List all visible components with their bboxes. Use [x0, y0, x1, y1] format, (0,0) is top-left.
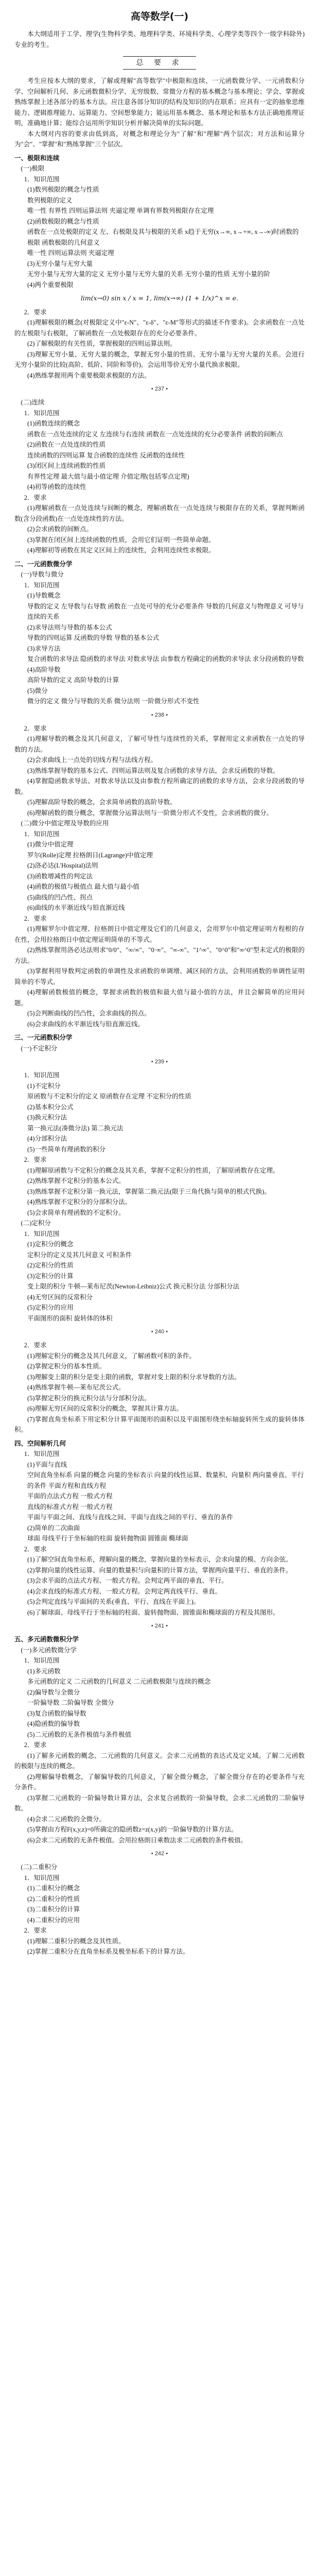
knowledge-item: (5)二元函数的无条件极值与条件极值 — [27, 1731, 132, 1738]
knowledge-item: (3)复合函数的偏导数 — [27, 1709, 86, 1717]
knowledge-list — [14, 1460, 305, 1544]
knowledge-item: (4)无穷区间的反常积分 — [27, 1293, 93, 1301]
knowledge-item: 有界性定理 最大值与最小值定理 介值定理(包括零点定理) — [27, 472, 189, 480]
requirement-item: (6)会求二元函数的无条件极值。会用拉格朗日乘数法求二元函数的条件极值。 — [27, 1836, 248, 1844]
knowledge-item: 高阶导数的定义 高阶导数的计算 — [27, 676, 119, 684]
knowledge-item: (3)定积分的计算 — [27, 1272, 74, 1280]
knowledge-item: (4)二重积分的应用 — [27, 1916, 80, 1924]
requirement-item: (6)理解无穷区间的反常积分的概念，掌握其计算方法。 — [27, 1405, 183, 1412]
knowledge-item: (3)闭区间上连续函数的性质 — [27, 462, 106, 469]
requirement-item: (5)掌握定积分的换元积分法与分部积分法。 — [27, 1394, 151, 1402]
knowledge-item: (3)二重积分的计算 — [27, 1906, 80, 1913]
knowledge-item: (5)定积分的应用 — [27, 1304, 74, 1311]
requirement-item: (2)会求曲线上一点处的切线方程与法线方程。 — [27, 756, 157, 764]
requirements-heading: 2．要求 — [24, 308, 47, 316]
knowledge-item: 唯一性 有界性 四则运算法则 夹逼定理 单调有界数列极限存在定理 — [27, 207, 214, 214]
knowledge-item: (1)二重积分的概念 — [27, 1885, 80, 1892]
requirements-heading: 2．要求 — [24, 1156, 47, 1163]
knowledge-item: 第一换元法(凑微分法) 第二换元法 — [27, 1124, 123, 1132]
requirement-item: (1)理解原函数与不定积分的概念及其关系，掌握不定积分的性质，了解原函数存在定理。 — [27, 1166, 279, 1174]
requirement-item: (6)了解球面、母线平行于坐标轴的柱面、旋转抛物面、圆锥面和椭球面的方程及其图形。 — [27, 1608, 279, 1616]
knowledge-item: 变上限的积分 牛顿—莱布尼茨(Newton-Leibniz)公式 换元积分法 分部积分法 — [27, 1283, 240, 1290]
knowledge-list — [14, 1883, 305, 1925]
requirement-item: (2)掌握定积分的基本性质。 — [27, 1363, 106, 1370]
requirements-paragraph: 考生应按本大纲的要求，了解或理解"高等数学"中极限和连续、一元函数微分学、一元函数积分学、空间解析几何、多元函数微积分学、无穷级数、常微分方程的基本概念与基本理论；学会、掌握或熟练掌握上述各部分的基本方法。应注意各部分知识的结构及知识的内在联系；应具有一定的抽象思维能力、逻辑推理能力、运算能力、空间想象能力；能运用基本概念、基本理论和基本方法正确地推理证明，准确地计算；能综合运用所学知识分析并解决简单的实际问题。 — [14, 77, 305, 127]
requirement-item: (1)了解空间直角坐标系，理解向量的概念，掌握向量的坐标表示，会求向量的模、方向余弦。 — [27, 1556, 292, 1563]
page-number: • 237 • — [151, 386, 168, 392]
requirement-item: (5)会判断曲线的凹凸性，会求曲线的拐点。 — [27, 1010, 151, 1017]
requirement-item: (1)理解定积分的概念及其几何意义，了解函数可积的条件。 — [27, 1352, 196, 1360]
requirements-list — [14, 1936, 305, 1957]
page-title: 高等数学(一) — [130, 11, 189, 22]
subsection-heading: (一)不定积分 — [21, 1044, 58, 1052]
subsection-heading: (二)二重积分 — [21, 1863, 58, 1871]
requirement-item: (3)熟练掌握导数的基本公式、四则运算法则及复合函数的求导方法，会求反函数的导数。 — [27, 767, 279, 774]
requirement-item: (3)掌握利用导数判定函数的单调性及求函数的单调增、减区间的方法，会利用函数的单调性证明简单的不等式。 — [14, 968, 305, 986]
intro-paragraph: 本大纲适用于工学、理学(生物科学类、地理科学类、环境科学类、心理学类等四个一级学科除外)专业的考生。 — [14, 30, 305, 48]
knowledge-item: (1)定积分的概念 — [27, 1241, 74, 1248]
knowledge-item: 导数的四则运算 反函数的导数 导数的基本公式 — [27, 634, 160, 641]
knowledge-item: (3)换元积分法 — [27, 1114, 67, 1121]
knowledge-item: (2)求导法则与导数的基本公式 — [27, 623, 112, 631]
knowledge-heading: 1．知识范围 — [24, 175, 60, 183]
knowledge-item: (4)两个重要极限 — [27, 281, 74, 289]
knowledge-heading: 1．知识范围 — [24, 1072, 60, 1079]
section-title: 总 要 求 — [123, 56, 197, 70]
requirements-heading: 2．要求 — [24, 1545, 47, 1553]
requirements-list — [14, 503, 305, 556]
knowledge-list — [14, 1239, 305, 1324]
knowledge-item: 直线的标准式方程 一般式方程 — [27, 1503, 113, 1511]
requirements-list — [14, 924, 305, 1029]
requirement-item: (1)理解二重积分的概念及其性质。 — [27, 1937, 125, 1945]
knowledge-item: (5)微分 — [27, 687, 48, 694]
knowledge-item: (1)函数连续的概念 — [27, 420, 80, 427]
knowledge-list — [14, 1081, 305, 1155]
knowledge-heading: 1．知识范围 — [24, 581, 60, 589]
requirement-item: (1)理解函数在一点处连续与间断的概念，理解函数在一点处连续与极限存在的关系，掌握判断函数(含分段函数)在一点处连续性的方法。 — [14, 504, 305, 522]
requirement-item: (5)会判定直线与平面间的关系(垂直、平行、直线在平面上)。 — [27, 1598, 200, 1605]
knowledge-item: 原函数与不定积分的定义 原函数存在定理 不定积分的性质 — [27, 1093, 191, 1100]
important-limits-formula: lim(x→0) sin x / x = 1, lim(x→∞) (1 + 1/x)^x = e. — [80, 294, 239, 302]
knowledge-item: 多元函数的定义 二元函数的几何意义 二元函数极限与连续的概念 — [27, 1678, 211, 1685]
requirements-paragraph: 本大纲对内容的要求由低到高，对概念和理论分为"了解"和"理解"两个层次；对方法和运算分为"会"、"掌握"和"熟练掌握"三个层次。 — [14, 130, 305, 148]
knowledge-item: 微分的定义 微分与导数的关系 微分法则 一阶微分形式不变性 — [27, 698, 200, 705]
requirements-list — [14, 1554, 305, 1618]
requirement-item: (3)会求平面的点法式方程、一般式方程。会判定两平面的垂直、平行。 — [27, 1577, 228, 1584]
requirement-item: (3)掌握二元函数的一阶偏导数计算方法，会求复合函数的一阶偏导数，会求二元函数的二阶偏导数。 — [14, 1794, 305, 1812]
requirement-item: (4)熟练掌握用两个重要极限求极限的方法。 — [27, 371, 151, 379]
knowledge-item: (3)求导方法 — [27, 645, 61, 652]
knowledge-heading: 1．知识范围 — [24, 830, 60, 838]
knowledge-item: (4)隐函数的偏导数 — [27, 1720, 80, 1727]
knowledge-heading: 1．知识范围 — [24, 1657, 60, 1664]
knowledge-list — [14, 590, 305, 707]
knowledge-item: (2)简单的二次曲面 — [27, 1524, 80, 1532]
requirement-item: (5)掌握由方程F(x,y,z)=0所确定的隐函数z=z(x,y)的一阶偏导数的计算方法。 — [27, 1826, 238, 1833]
knowledge-item: 函数在一点处连续的定义 左连续与右连续 函数在一点处连续的充分必要条件 函数的间断点 — [27, 430, 283, 438]
knowledge-item: 平面的点法式方程 一般式方程 — [27, 1493, 113, 1500]
knowledge-heading: 1．知识范围 — [24, 1874, 60, 1882]
requirement-item: (5)理解高阶导数的概念，会求简单函数的高阶导数。 — [27, 799, 176, 806]
requirement-item: (1)理解罗尔中值定理、拉格朗日中值定理及它们的几何意义，会用罗尔中值定理证明方程根的存在性，会用拉格朗日中值定理证明简单的不等式。 — [14, 925, 305, 943]
knowledge-list — [14, 1666, 305, 1740]
requirements-list — [14, 1351, 305, 1435]
knowledge-item: 球面 母线平行于坐标轴的柱面 旋转抛物面 圆锥面 椭球面 — [27, 1535, 188, 1542]
chapter-heading: 一、极限和连续 — [14, 154, 60, 162]
knowledge-item: 无穷小量与无穷大量的定义 无穷小量与无穷大量的关系 无穷小量的性质 无穷小量的阶 — [27, 270, 270, 278]
knowledge-list — [14, 418, 305, 493]
requirement-item: (3)熟练掌握不定积分第一换元法，掌握第二换元法(限于三角代换与简单的根式代换)。 — [27, 1188, 271, 1195]
requirement-item: (2)会求函数的间断点。 — [27, 526, 93, 533]
requirements-heading: 2．要求 — [24, 724, 47, 732]
knowledge-item: (4)函数的极值与极值点 最大值与最小值 — [27, 883, 139, 890]
knowledge-item: (2)洛必达(L'Hospital)法则 — [27, 862, 98, 869]
knowledge-item: 平面与平面之间、直线与直线之间、平面与直线之间的平行、垂直的条件 — [27, 1514, 234, 1521]
knowledge-item: (1)多元函数 — [27, 1667, 61, 1675]
requirement-item: (2)了解极限的有关性质，掌握极限的四则运算法则。 — [27, 340, 176, 347]
requirement-item: (2)理解偏导数概念，了解偏导数的几何意义，了解全微分概念，了解全微分存在的必要条件与充分条件。 — [14, 1773, 305, 1791]
requirement-item: (2)掌握向量的线性运算、向量的数量积与向量积的计算方法，掌握两向量平行、垂直的条件。 — [27, 1566, 292, 1574]
section-title-box — [14, 56, 305, 70]
requirement-item: (7)掌握直角坐标系下用定积分计算平面图形的面积以及平面图形绕坐标轴旋转所生成的旋转体体积。 — [14, 1415, 305, 1433]
knowledge-item: (6)曲线的水平渐近线与铅直渐近线 — [27, 904, 125, 911]
knowledge-item: 罗尔(Rolle)定理 拉格朗日(Lagrange)中值定理 — [27, 851, 153, 859]
knowledge-item: (1)不定积分 — [27, 1082, 61, 1090]
knowledge-item: 连续函数的四则运算 复合函数的连续性 反函数的连续性 — [27, 451, 185, 459]
requirements-list — [14, 317, 305, 381]
subsection-heading: (一)极限 — [21, 165, 45, 172]
requirement-item: (3)掌握在闭区间上连续函数的性质，会用它们证明一些简单命题。 — [27, 536, 215, 544]
knowledge-item: (4)高阶导数 — [27, 666, 61, 673]
knowledge-item: 空间直角坐标系 向量的概念 向量的坐标表示 向量的线性运算、数量积、向量积 两向量垂直、平行的条件 平面方程和直线方程 — [27, 1471, 304, 1489]
requirements-list — [14, 734, 305, 818]
knowledge-heading: 1．知识范围 — [24, 1450, 60, 1458]
subsection-heading: (二)连续 — [21, 399, 45, 406]
knowledge-list — [14, 839, 305, 913]
requirement-item: (6)会求曲线的水平渐近线与铅直渐近线。 — [27, 1020, 145, 1028]
requirements-list — [14, 1165, 305, 1218]
chapter-heading: 二、一元函数微分学 — [14, 560, 73, 568]
knowledge-item: 平面图形的面积 旋转体的体积 — [27, 1314, 113, 1322]
page-number: • 239 • — [151, 1059, 168, 1065]
subsection-heading: (一)多元函数微分学 — [21, 1646, 77, 1654]
knowledge-item: (1)微分中值定理 — [27, 841, 74, 848]
knowledge-item: (2)偏导数与全微分 — [27, 1688, 80, 1696]
knowledge-item: (4)初等函数的连续性 — [27, 483, 86, 490]
requirement-item: (3)理解无穷小量、无穷大量的概念，掌握无穷小量的性质、无穷小量与无穷大量的关系。会进行无穷小量阶的比较(高阶、低阶、同阶和等价)。会运用等价无穷小量代换求极限。 — [14, 350, 305, 368]
knowledge-list — [14, 184, 305, 290]
knowledge-item: (2)基本积分公式 — [27, 1103, 74, 1111]
requirement-item: (3)理解变上限的积分是变上限的函数，掌握对变上限的积分求导数的方法。 — [27, 1373, 241, 1381]
requirement-item: (4)熟练掌握牛顿—莱布尼茨公式。 — [27, 1384, 125, 1391]
knowledge-item: (5)一些简单有理函数的积分 — [27, 1145, 106, 1153]
subsection-heading: (二)定积分 — [21, 1219, 51, 1227]
knowledge-heading: 1．知识范围 — [24, 409, 60, 417]
knowledge-item: 复合函数的求导法 隐函数的求导法 对数求导法 由参数方程确定的函数的求导法 求分段函数的导数 — [27, 655, 304, 663]
page-number: • 238 • — [151, 711, 168, 718]
subsection-heading: (一)导数与微分 — [21, 571, 64, 578]
page-number: • 240 • — [151, 1329, 168, 1335]
requirements-heading: 2．要求 — [24, 1741, 47, 1749]
requirement-item: (6)理解函数的微分概念，掌握微分运算法则与一阶微分形式不变性，会求函数的微分。 — [27, 809, 273, 817]
requirements-heading: 2．要求 — [24, 914, 47, 922]
knowledge-item: 一阶偏导数 二阶偏导数 全微分 — [27, 1699, 114, 1706]
knowledge-item: (2)二重积分的性质 — [27, 1895, 80, 1903]
requirement-item: (4)会求二元函数的全微分。 — [27, 1815, 106, 1823]
requirement-item: (4)会求直线的标准式方程、一般式方程。会判定两直线平行、垂直。 — [27, 1587, 222, 1595]
requirements-heading: 2．要求 — [24, 494, 47, 501]
requirement-item: (4)掌握隐函数求导法、对数求导法以及由参数方程所确定的函数的求导方法，会求分段函数的导数。 — [14, 777, 305, 795]
requirement-item: (4)理解初等函数在其定义区间上的连续性，会利用连续性求极限。 — [27, 547, 215, 554]
knowledge-item: (3)无穷小量与无穷大量 — [27, 260, 93, 267]
knowledge-item: 导数的定义 左导数与右导数 函数在一点处可导的充分必要条件 导数的几何意义与物理意义 可导与连续的关系 — [27, 602, 304, 620]
requirement-item: (2)掌握二重积分在直角坐标系及极坐标系下的计算方法。 — [27, 1948, 189, 1955]
knowledge-item: 唯一性 四则运算法则 夹逼定理 — [27, 249, 114, 257]
requirement-item: (4)熟练掌握不定积分的分部积分法。 — [27, 1198, 132, 1206]
knowledge-item: (1)导数概念 — [27, 592, 61, 599]
knowledge-item: 函数在一点处极限的定义 左、右极限及其与极限的关系 x趋于无穷(x→∞, x→+∞, x→-∞)时函数的极限 函数极限的几何意义 — [27, 228, 299, 246]
knowledge-heading: 1．知识范围 — [24, 1230, 60, 1238]
page-number: • 241 • — [151, 1623, 168, 1629]
knowledge-item: (2)定积分的性质 — [27, 1262, 74, 1269]
requirement-item: (2)熟练掌握不定积分的基本公式。 — [27, 1177, 125, 1184]
knowledge-item: (4)分部积分法 — [27, 1135, 67, 1142]
knowledge-item: (1)数列极限的概念与性质 — [27, 186, 99, 193]
knowledge-item: (1)平面与直线 — [27, 1461, 67, 1468]
knowledge-item: 定积分的定义及其几何意义 可积条件 — [27, 1251, 132, 1259]
knowledge-item: (2)函数极限的概念与性质 — [27, 217, 99, 225]
requirements-heading: 2．要求 — [24, 1342, 47, 1349]
knowledge-item: (3)函数增减性的判定法 — [27, 872, 93, 880]
requirement-item: (1)理解极限的概念(对极限定义中"ε-N"、"ε-δ"、"ε-M"等形式的描述不作要求)。会求函数在一点处的左极限与右极限，了解函数在一点处极限存在的充分必要条件。 — [14, 319, 305, 337]
chapter-heading: 五、多元函数微积分学 — [14, 1636, 79, 1643]
requirements-heading: 2．要求 — [24, 1927, 47, 1934]
chapter-heading: 四、空间解析几何 — [14, 1439, 66, 1447]
requirement-item: (1)理解导数的概念及其几何意义，了解可导性与连续性的关系，掌握用定义求函数在一点处的导数的方法。 — [14, 735, 305, 753]
requirement-item: (1)了解多元函数的概念、二元函数的几何意义。会求二元函数的表达式及定义域。了解二元函数的极限与连续的概念。 — [14, 1752, 305, 1770]
requirements-list — [14, 1751, 305, 1846]
requirement-item: (5)会求简单有理函数的不定积分。 — [27, 1209, 125, 1216]
page-number: • 242 • — [151, 1851, 168, 1857]
knowledge-item: (5)曲线的凹凸性、拐点 — [27, 893, 93, 901]
subsection-heading: (二)微分中值定理及导数的应用 — [21, 820, 109, 827]
chapter-heading: 三、一元函数积分学 — [14, 1034, 73, 1041]
requirement-item: (2)熟练掌握用洛必达法则求"0/0"、"∞/∞"、"0·∞"、"∞-∞"、"1^∞"、"0^0"和"∞^0"型未定式的极限的方法。 — [14, 946, 305, 964]
requirement-item: (4)理解函数极值的概念，掌握求函数的极值和最大值与最小值的方法，并且会解简单的应用问题。 — [14, 989, 305, 1007]
knowledge-item: (2)函数在一点处连续的性质 — [27, 441, 106, 448]
knowledge-item: 数列极限的定义 — [27, 196, 73, 204]
